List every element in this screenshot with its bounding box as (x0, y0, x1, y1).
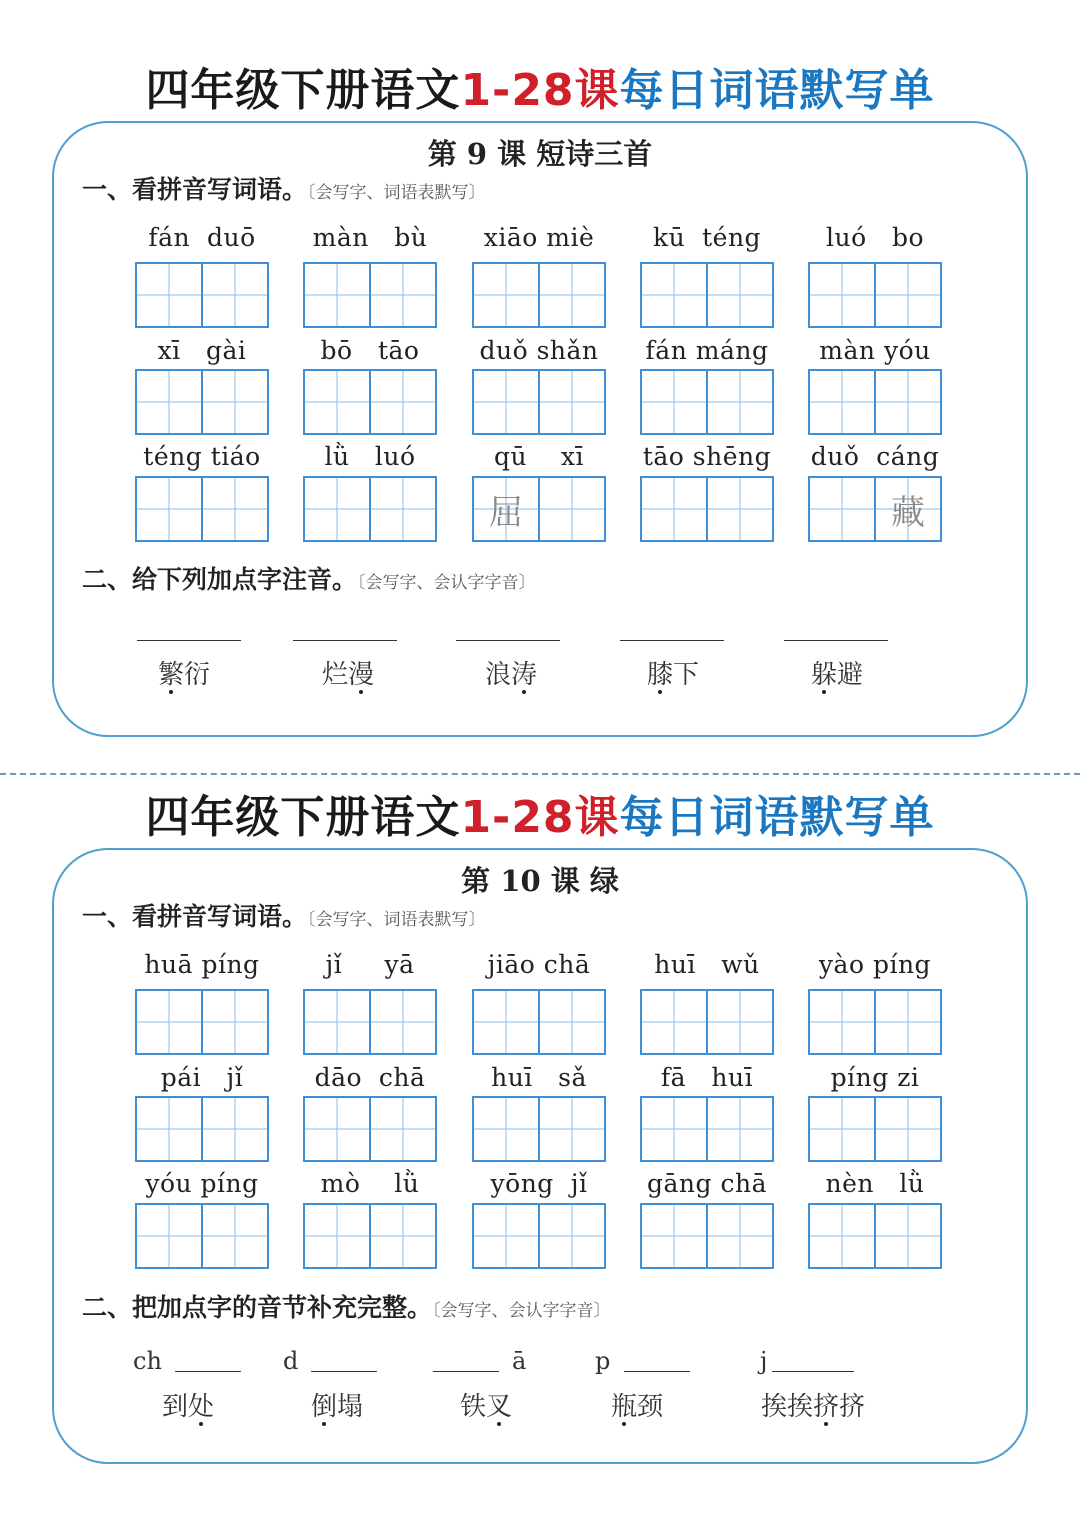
tianzige-cell[interactable] (810, 1098, 874, 1160)
tianzige-cell[interactable] (369, 371, 435, 433)
title-part-range: 1-28课 (460, 65, 620, 116)
tianzige-box[interactable] (135, 989, 269, 1055)
pinyin-label: yào píng (818, 950, 932, 979)
tianzige-box[interactable] (640, 262, 774, 328)
tianzige-cell[interactable] (137, 991, 201, 1053)
tianzige-cell[interactable] (874, 478, 940, 540)
tianzige-cell[interactable] (642, 371, 706, 433)
tianzige-cell[interactable] (706, 991, 772, 1053)
dotted-word: 挨挨挤挤 (760, 1392, 865, 1422)
emphasis-dot (522, 690, 526, 694)
tianzige-cell[interactable] (874, 371, 940, 433)
syllable-blank[interactable] (772, 1371, 854, 1372)
tianzige-box[interactable] (303, 989, 437, 1055)
pinyin-label: gāng chā (647, 1169, 767, 1198)
tianzige-cell[interactable] (642, 478, 706, 540)
tianzige-cell[interactable] (369, 264, 435, 326)
tianzige-cell[interactable] (474, 1098, 538, 1160)
tianzige-cell[interactable] (369, 478, 435, 540)
title-part-daily: 每日词语默写单 (619, 792, 935, 843)
syllable-blank[interactable] (175, 1371, 241, 1372)
section-2-label: 二、把加点字的音节补充完整。 (82, 1293, 433, 1322)
emphasis-dot (658, 690, 662, 694)
pinyin-label: huī wǔ (654, 950, 760, 979)
pinyin-label: xī gài (157, 336, 247, 365)
tianzige-cell[interactable] (201, 1098, 267, 1160)
tianzige-box[interactable] (472, 262, 606, 328)
pinyin-label: jiāo chā (487, 950, 591, 979)
pinyin-label: pái jǐ (160, 1063, 244, 1092)
tianzige-box[interactable] (472, 1203, 606, 1269)
answer-blank[interactable] (620, 640, 724, 641)
emphasis-dot (359, 690, 363, 694)
syllable-blank[interactable] (311, 1371, 377, 1372)
dotted-word: 躲避 (810, 660, 863, 690)
tianzige-box[interactable] (472, 476, 606, 542)
section-2-note: 〔会写字、会认字字音〕 (432, 1301, 611, 1321)
tianzige-box[interactable] (135, 262, 269, 328)
hint-character: 藏 (891, 492, 925, 533)
section-1-heading (82, 899, 486, 938)
dotted-word: 浪涛 (484, 660, 537, 690)
pinyin-label: tāo shēng (642, 442, 772, 471)
dotted-word: 铁叉 (459, 1392, 512, 1422)
tianzige-box[interactable] (303, 476, 437, 542)
syllable-cue: ā (512, 1347, 527, 1375)
tianzige-cell[interactable] (706, 1205, 772, 1267)
syllable-cue: p (595, 1347, 611, 1375)
pinyin-label: màn yóu (819, 336, 931, 365)
tianzige-box[interactable] (808, 1096, 942, 1162)
syllable-blank[interactable] (433, 1371, 499, 1372)
tianzige-cell[interactable] (538, 1098, 604, 1160)
tianzige-box[interactable] (640, 1203, 774, 1269)
section-2-label: 二、给下列加点字注音。 (82, 565, 358, 594)
syllable-cue: d (283, 1347, 299, 1375)
pinyin-label: duǒ shǎn (479, 336, 599, 365)
emphasis-dot (824, 1422, 828, 1426)
tianzige-cell[interactable] (538, 371, 604, 433)
tianzige-cell[interactable] (706, 264, 772, 326)
tianzige-cell[interactable] (201, 264, 267, 326)
tianzige-cell[interactable] (538, 1205, 604, 1267)
tianzige-box[interactable] (135, 476, 269, 542)
section-1-label: 一、看拼音写词语。 (82, 902, 308, 931)
pinyin-label: xiāo miè (483, 223, 595, 252)
pinyin-label: yōng jǐ (490, 1169, 588, 1198)
tianzige-cell[interactable] (538, 264, 604, 326)
pinyin-label: téng tiáo (143, 442, 261, 471)
tianzige-cell[interactable] (137, 478, 201, 540)
tianzige-cell[interactable] (474, 371, 538, 433)
dotted-word: 倒塌 (310, 1392, 363, 1422)
tianzige-cell[interactable] (474, 478, 538, 540)
tianzige-box[interactable] (303, 262, 437, 328)
pinyin-label: kū téng (652, 223, 762, 252)
emphasis-dot (322, 1422, 326, 1426)
tianzige-box[interactable] (808, 989, 942, 1055)
pinyin-label: mò lǜ (320, 1169, 420, 1198)
lesson-title: 第 10 课 绿 (461, 864, 619, 898)
tianzige-box[interactable] (135, 1096, 269, 1162)
tianzige-cell[interactable] (201, 371, 267, 433)
tianzige-box[interactable] (808, 369, 942, 435)
tianzige-cell[interactable] (810, 1205, 874, 1267)
dotted-word: 瓶颈 (610, 1392, 663, 1422)
tianzige-cell[interactable] (369, 991, 435, 1053)
tianzige-box[interactable] (303, 369, 437, 435)
pinyin-label: jǐ yā (325, 950, 415, 979)
worksheet-title (0, 789, 1080, 847)
dotted-word: 膝下 (646, 660, 699, 690)
tianzige-cell[interactable] (874, 1205, 940, 1267)
pinyin-label: duǒ cáng (810, 442, 940, 471)
section-1-label: 一、看拼音写词语。 (82, 175, 308, 204)
tianzige-box[interactable] (135, 1203, 269, 1269)
tianzige-box[interactable] (135, 369, 269, 435)
title-part-grade: 四年级下册语文 (145, 65, 461, 116)
syllable-cue: ch (133, 1347, 162, 1375)
tianzige-cell[interactable] (305, 991, 369, 1053)
pinyin-label: qū xī (494, 442, 584, 471)
tianzige-cell[interactable] (305, 371, 369, 433)
pinyin-label: bō tāo (320, 336, 420, 365)
section-1-heading (82, 172, 486, 211)
section-1-note: 〔会写字、词语表默写〕 (307, 910, 486, 930)
dotted-word: 烂漫 (321, 660, 374, 690)
tianzige-cell[interactable] (305, 1205, 369, 1267)
tianzige-cell[interactable] (538, 478, 604, 540)
tianzige-box[interactable] (640, 989, 774, 1055)
hint-character: 屈 (489, 492, 523, 533)
tianzige-cell[interactable] (305, 1098, 369, 1160)
emphasis-dot (169, 690, 173, 694)
emphasis-dot (822, 690, 826, 694)
tianzige-cell[interactable] (201, 1205, 267, 1267)
dotted-word: 繁衍 (157, 660, 210, 690)
tianzige-box[interactable] (472, 989, 606, 1055)
pinyin-label: fā huī (660, 1063, 754, 1092)
tianzige-cell[interactable] (810, 371, 874, 433)
tianzige-cell[interactable] (305, 478, 369, 540)
tianzige-cell[interactable] (538, 991, 604, 1053)
tianzige-box[interactable] (808, 262, 942, 328)
tianzige-box[interactable] (472, 369, 606, 435)
answer-blank[interactable] (293, 640, 397, 641)
pinyin-label: fán duō (148, 223, 256, 252)
tianzige-cell[interactable] (305, 264, 369, 326)
pinyin-label: lǜ luó (324, 442, 416, 471)
pinyin-label: yóu píng (145, 1169, 259, 1198)
tianzige-cell[interactable] (706, 1098, 772, 1160)
title-part-range: 1-28课 (460, 792, 620, 843)
pinyin-label: huī sǎ (491, 1063, 587, 1092)
tianzige-box[interactable] (472, 1096, 606, 1162)
section-2-note: 〔会写字、会认字字音〕 (357, 573, 536, 593)
tianzige-box[interactable] (640, 1096, 774, 1162)
tianzige-cell[interactable] (201, 991, 267, 1053)
tianzige-cell[interactable] (369, 1205, 435, 1267)
tianzige-cell[interactable] (874, 1098, 940, 1160)
tianzige-box[interactable] (640, 476, 774, 542)
tianzige-box[interactable] (640, 369, 774, 435)
tianzige-box[interactable] (303, 1096, 437, 1162)
section-2-heading (82, 562, 536, 601)
answer-blank[interactable] (137, 640, 241, 641)
pinyin-label: fán máng (645, 336, 769, 365)
answer-blank[interactable] (456, 640, 560, 641)
answer-blank[interactable] (784, 640, 888, 641)
tianzige-box[interactable] (808, 1203, 942, 1269)
emphasis-dot (199, 1422, 203, 1426)
tianzige-cell[interactable] (706, 371, 772, 433)
worksheet-title (0, 62, 1080, 120)
tianzige-cell[interactable] (642, 991, 706, 1053)
pinyin-label: dāo chā (314, 1063, 426, 1092)
tianzige-cell[interactable] (706, 478, 772, 540)
emphasis-dot (622, 1422, 626, 1426)
tianzige-cell[interactable] (369, 1098, 435, 1160)
lesson-title: 第 9 课 短诗三首 (427, 137, 653, 171)
tianzige-cell[interactable] (137, 264, 201, 326)
tianzige-cell[interactable] (201, 478, 267, 540)
dotted-word: 到处 (161, 1392, 214, 1422)
tianzige-cell[interactable] (137, 1098, 201, 1160)
tianzige-cell[interactable] (874, 991, 940, 1053)
tianzige-cell[interactable] (474, 1205, 538, 1267)
tianzige-cell[interactable] (810, 478, 874, 540)
tianzige-box[interactable] (303, 1203, 437, 1269)
pinyin-label: màn bù (312, 223, 428, 252)
section-1-note: 〔会写字、词语表默写〕 (307, 183, 486, 203)
section-2-heading (82, 1290, 611, 1329)
pinyin-label: nèn lǜ (825, 1169, 925, 1198)
tianzige-cell[interactable] (810, 264, 874, 326)
tianzige-cell[interactable] (810, 991, 874, 1053)
tianzige-cell[interactable] (474, 991, 538, 1053)
tianzige-cell[interactable] (874, 264, 940, 326)
emphasis-dot (497, 1422, 501, 1426)
tianzige-cell[interactable] (642, 264, 706, 326)
pinyin-label: luó bo (825, 223, 925, 252)
tianzige-cell[interactable] (474, 264, 538, 326)
syllable-cue: j (760, 1347, 768, 1375)
title-part-grade: 四年级下册语文 (145, 792, 461, 843)
tianzige-cell[interactable] (137, 371, 201, 433)
tianzige-box[interactable] (808, 476, 942, 542)
tianzige-cell[interactable] (642, 1098, 706, 1160)
syllable-blank[interactable] (624, 1371, 690, 1372)
tianzige-cell[interactable] (137, 1205, 201, 1267)
title-part-daily: 每日词语默写单 (619, 65, 935, 116)
pinyin-label: píng zi (830, 1063, 920, 1092)
tianzige-cell[interactable] (642, 1205, 706, 1267)
cut-line-divider (0, 773, 1080, 775)
pinyin-label: huā píng (144, 950, 260, 979)
